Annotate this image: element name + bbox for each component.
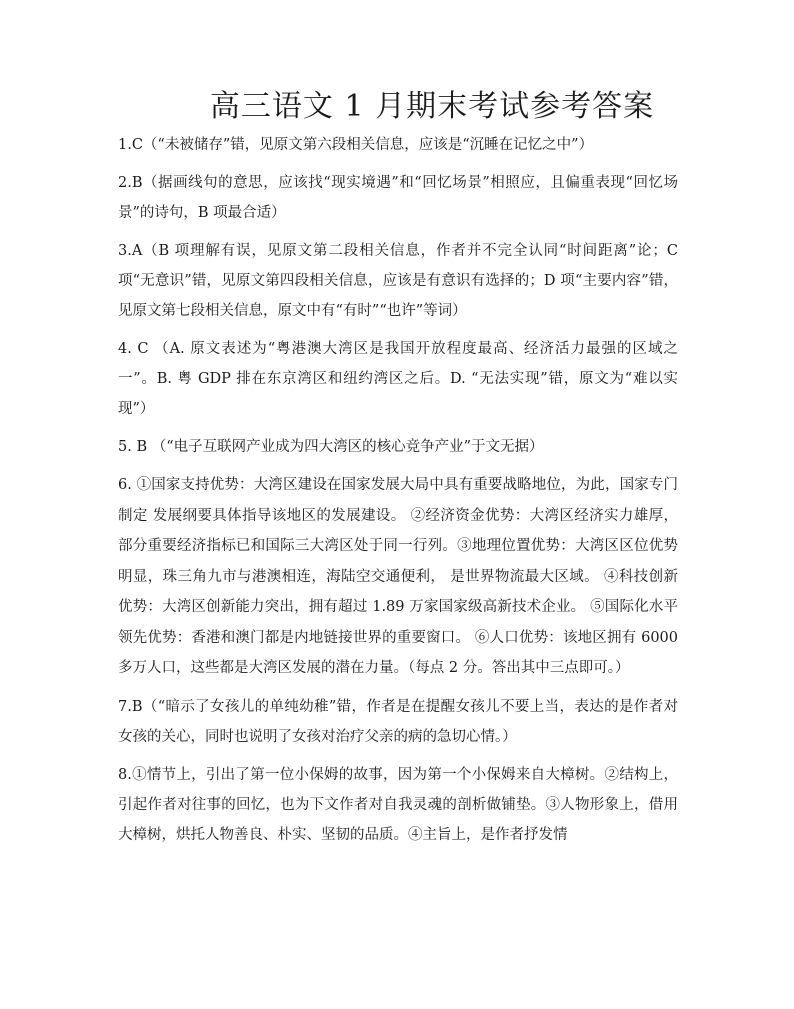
answer-8: 8.①情节上，引出了第一位小保姆的故事，因为第一个小保姆来自大樟树。②结构上，引起作者对往事的回忆，也为下文作者对自我灵魂的剖析做铺垫。③人物形象上，借用大樟树，烘托人物善良、朴实、坚韧的品质。④主旨上，是作者抒发情 (118, 766, 678, 843)
answer-1: 1.C（“未被储存”错，见原文第六段相关信息，应该是“沉睡在记忆之中”） (118, 137, 594, 153)
answer-4: 4. C （A. 原文表述为“粤港澳大湾区是我国开放程度最高、经济活力最强的区域之一”。B. 粤 GDP 排在东京湾区和纽约湾区之后。D. “无法实现”错，原文为“难以实现”） (118, 341, 678, 417)
answer-5: 5. B （“电子互联网产业成为四大湾区的核心竞争产业”于文无据） (118, 439, 544, 455)
answer-list (118, 130, 678, 858)
answer-3: 3.A（B 项理解有误，见原文第二段相关信息，作者并不完全认同“时间距离”论；C 项“无意识”错，见原文第四段相关信息，应该是有意识有选择的；D 项“主要内容”错，见原文第七段相关信息，原文中有“有时”“也许”等词） (118, 243, 678, 319)
answer-7: 7.B（“暗示了女孩儿的单纯幼稚”错，作者是在提醒女孩儿不要上当，表达的是作者对女孩的关心，同时也说明了女孩对治疗父亲的病的急切心情。） (118, 698, 678, 745)
answer-6: 6. ①国家支持优势：大湾区建设在国家发展大局中具有重要战略地位，为此，国家专门制定 发展纲要具体指导该地区的发展建设。 ②经济资金优势：大湾区经济实力雄厚，部分重要经济指标已和国际三大湾区处于同一行列。③地理位置优势：大湾区区位优势明显，珠三角九市与港澳相连，海陆空交通便利， 是世界物流最大区域。 ④科技创新优势：大湾区创新能力突出，拥有超过 1.89 万家国家级高新技术企业。 ⑤国际化水平领先优势：香港和澳门都是内地链接世界的重要窗口。 ⑥人口优势：该地区拥有 6000 多万人口，这些都是大湾区发展的潜在力量。（每点 2 分。答出其中三点即可。） (118, 477, 678, 676)
document-title: 高三语文 1 月期末考试参考答案 (209, 89, 655, 124)
answer-2: 2.B（据画线句的意思，应该找“现实境遇”和“回忆场景”相照应，且偏重表现“回忆场景”的诗句，B 项最合适） (118, 175, 678, 221)
